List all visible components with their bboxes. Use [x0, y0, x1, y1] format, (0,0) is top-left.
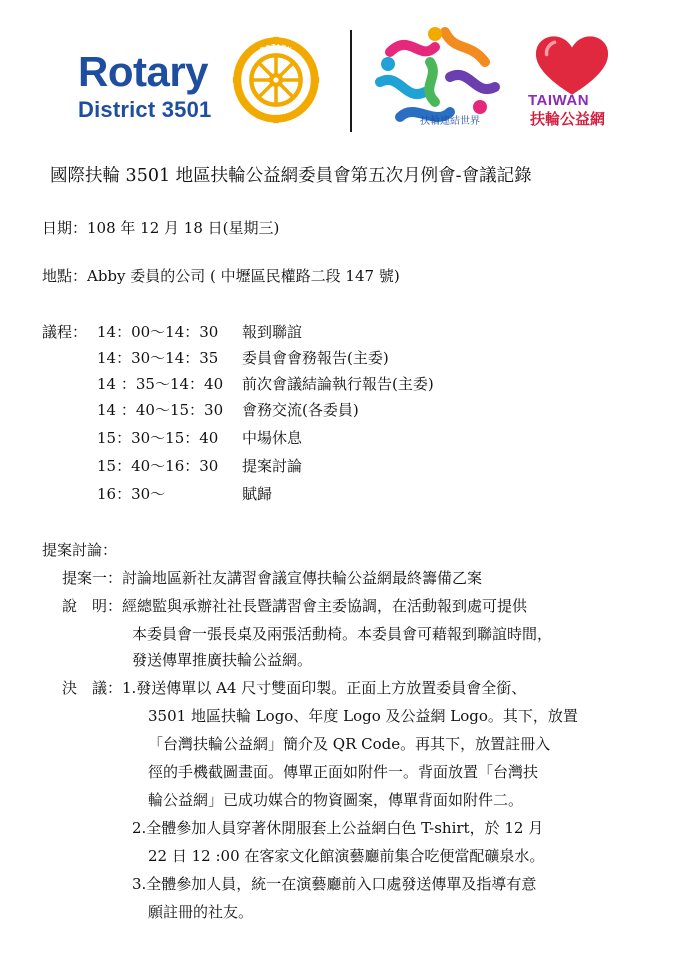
resolution-line: 2.全體參加人員穿著休閒服套上公益網白色 T-shirt，於 12 月	[132, 819, 544, 837]
resolution-line: 徑的手機截圖畫面。傳單正面如附件一。背面放置「台灣扶	[148, 763, 539, 781]
agenda-desc: 提案討論	[242, 457, 303, 475]
rotary-word: Rotary	[78, 48, 209, 95]
explanation-line: 說 明：經總監與承辦社社長暨講習會主委協調，在活動報到處可提供	[62, 597, 528, 615]
heart-logo	[526, 30, 618, 100]
rotary-logo-text	[78, 50, 211, 122]
agenda-time: 15：30～15：40	[97, 429, 219, 447]
agenda-time: 15：40～16：30	[97, 457, 219, 475]
date-line: 日期：108 年 12 月 18 日(星期三)	[42, 219, 280, 237]
wheel-bottom-text: INTERNATIONAL	[253, 105, 299, 118]
document-title: 國際扶輪 3501 地區扶輪公益網委員會第五次月例會-會議記錄	[50, 166, 532, 186]
agenda-desc: 會務交流(各委員)	[242, 401, 359, 419]
agenda-desc: 報到聯誼	[242, 323, 303, 341]
agenda-time: 14 ：35～14：40	[97, 375, 224, 393]
proposal-line: 提案一：討論地區新社友講習會議宣傳扶輪公益網最終籌備乙案	[62, 569, 483, 587]
world-caption: 扶輪連結世界	[420, 116, 480, 127]
agenda-desc: 委員會會務報告(主委)	[242, 349, 389, 367]
resolution-line: 22 日 12 :00 在客家文化館演藝廳前集合吃便當配礦泉水。	[148, 847, 545, 865]
taiwan-sub-title: 扶輪公益網	[530, 110, 606, 128]
agenda-time: 14：30～14：35	[97, 349, 219, 367]
header-divider	[350, 30, 352, 132]
agenda-desc: 賦歸	[242, 485, 273, 503]
rotary-wheel-logo	[232, 36, 320, 124]
resolution-line: 3501 地區扶輪 Logo、年度 Logo 及公益網 Logo。其下，放置	[148, 707, 578, 725]
resolution-line: 輪公益網」已成功媒合的物資圖案，傳單背面如附件二。	[148, 791, 524, 809]
resolution-line: 3.全體參加人員，統一在演藝廳前入口處發送傳單及指導有意	[132, 875, 537, 893]
agenda-time: 14 ：40～15：30	[97, 401, 224, 419]
rotary-district: District 3501	[78, 97, 212, 122]
agenda-desc: 中場休息	[242, 429, 303, 447]
discussion-heading: 提案討論：	[42, 541, 118, 559]
resolution-line: 決 議：1.發送傳單以 A4 尺寸雙面印製。正面上方放置委員會全銜、	[62, 679, 527, 697]
agenda-desc: 前次會議結論執行報告(主委)	[242, 375, 434, 393]
taiwan-word: TAIWAN	[528, 92, 590, 109]
agenda-label: 議程：	[42, 323, 88, 341]
explanation-line: 本委員會一張長桌及兩張活動椅。本委員會可藉報到聯誼時間，	[132, 625, 553, 643]
explanation-line: 發送傳單推廣扶輪公益網。	[132, 651, 313, 669]
agenda-time: 16：30～	[97, 485, 166, 503]
wheel-top-text: ROTARY	[259, 43, 293, 54]
resolution-line: 願註冊的社友。	[148, 903, 254, 921]
location-line: 地點：Abby 委員的公司 ( 中壢區民權路二段 147 號)	[42, 267, 400, 285]
resolution-line: 「台灣扶輪公益網」簡介及 QR Code。再其下，放置註冊入	[148, 735, 551, 753]
agenda-time: 14：00～14：30	[97, 323, 219, 341]
